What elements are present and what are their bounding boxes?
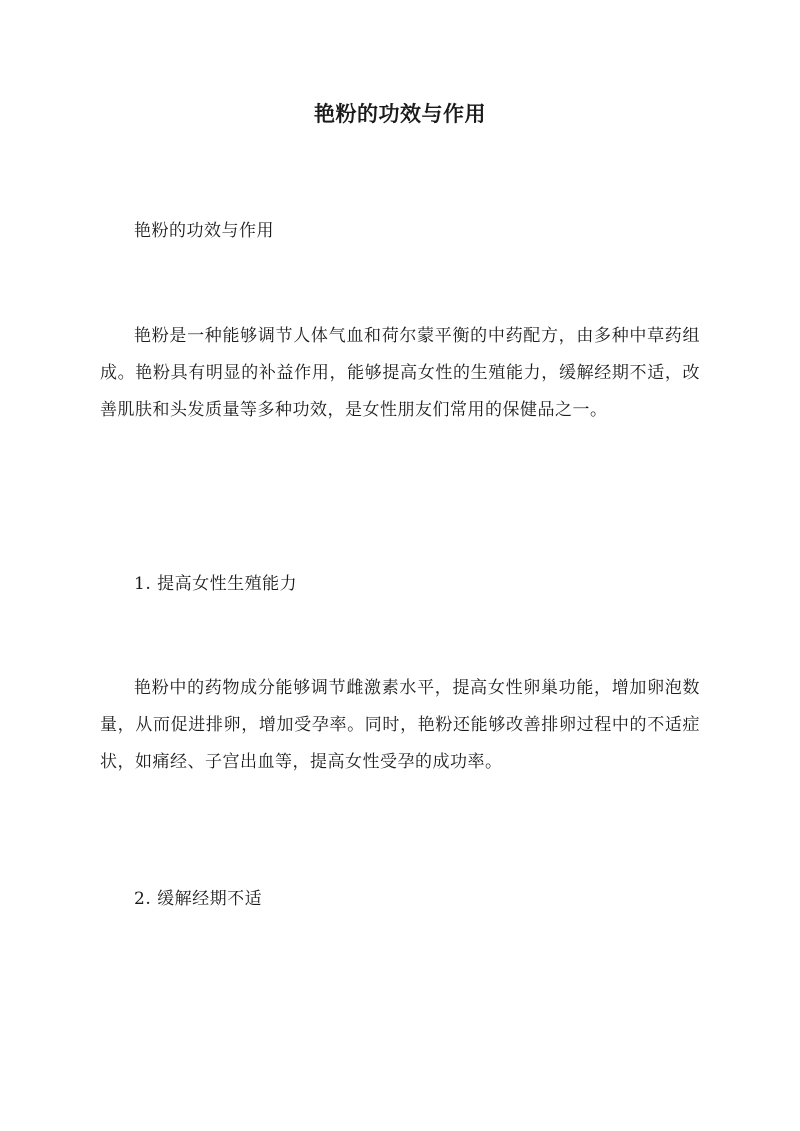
section-heading-1: 1. 提高女性生殖能力 bbox=[134, 574, 298, 594]
document-title: 艳粉的功效与作用 bbox=[314, 101, 486, 126]
section-heading-2: 2. 缓解经期不适 bbox=[134, 889, 263, 909]
section-body-1: 艳粉中的药物成分能够调节雌激素水平，提高女性卵巢功能，增加卵泡数量，从而促进排卵，增加受孕率。同时，艳粉还能够改善排卵过程中的不适症状，如痛经、子宫出血等，提高女性受孕的成功率。 bbox=[100, 678, 700, 772]
intro-paragraph: 艳粉是一种能够调节人体气血和荷尔蒙平衡的中药配方，由多种中草药组成。艳粉具有明显的补益作用，能够提高女性的生殖能力，缓解经期不适，改善肌肤和头发质量等多种功效，是女性朋友们常用的保健品之一。 bbox=[100, 326, 700, 420]
document-subtitle: 艳粉的功效与作用 bbox=[134, 221, 274, 241]
